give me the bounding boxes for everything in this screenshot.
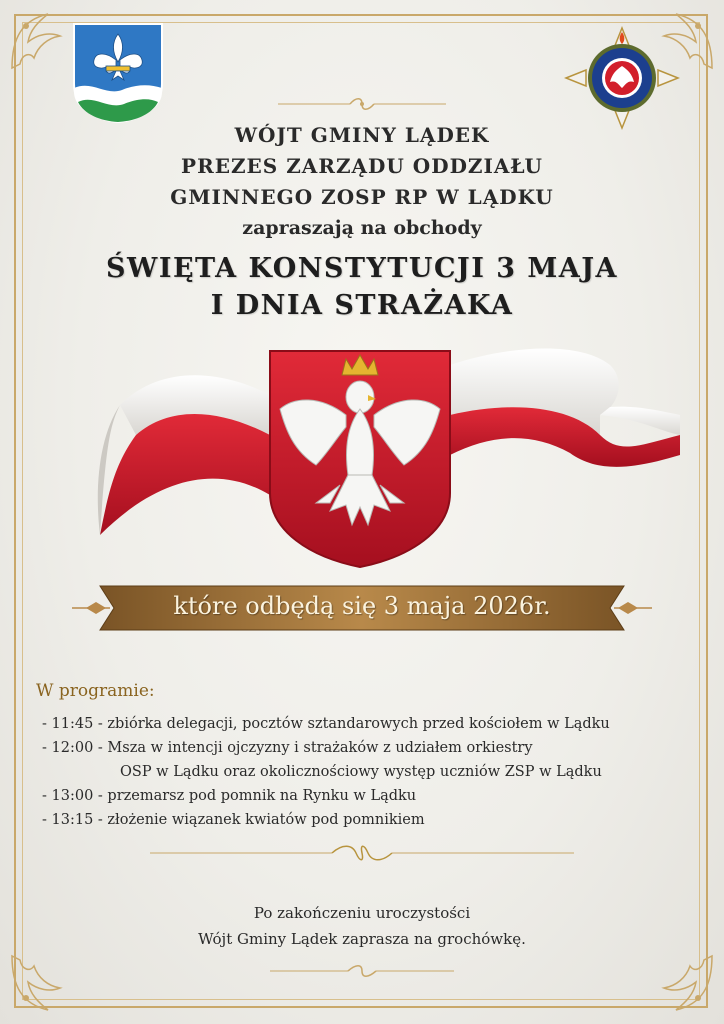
- program-section: [36, 678, 706, 832]
- closing-line-2: Wójt Gminy Lądek zaprasza na grochówkę.: [198, 930, 526, 948]
- program-item: [42, 712, 706, 736]
- organizer-line-2: PREZES ZARZĄDU ODDZIAŁU: [181, 154, 543, 178]
- bottom-flourish-icon: [0, 962, 724, 980]
- program-list: [36, 712, 706, 832]
- program-item-text: - 12:00 - Msza w intencji ojczyzny i strażaków z udziałem orkiestry: [42, 740, 533, 756]
- program-item-text: - 11:45 - zbiórka delegacji, pocztów sztandarowych przed kościołem w Lądku: [42, 716, 610, 732]
- organizer-line-3: GMINNEGO ZOSP RP W LĄDKU: [170, 185, 554, 209]
- program-item: [42, 784, 706, 808]
- event-title-line-1: ŚWIĘTA KONSTYTUCJI 3 MAJA: [106, 253, 618, 284]
- program-heading: W programie:: [36, 681, 155, 701]
- top-flourish-icon: [0, 95, 724, 113]
- program-item-text: - 13:00 - przemarsz pod pomnik na Rynku w Lądku: [42, 788, 417, 804]
- header-block: [0, 120, 724, 324]
- middle-flourish-icon: [0, 844, 724, 862]
- osp-union-badge-icon: [564, 26, 680, 130]
- corner-ornament-icon: [8, 946, 78, 1016]
- event-title-line-2: I DNIA STRAŻAKA: [210, 290, 514, 321]
- program-item-continuation: OSP w Lądku oraz okolicznościowy występ uczniów ZSP w Lądku: [120, 764, 602, 780]
- corner-ornament-icon: [8, 8, 78, 78]
- organizer-line-1: WÓJT GMINY LĄDEK: [234, 123, 490, 147]
- closing-block: [0, 900, 724, 952]
- corner-ornament-icon: [646, 946, 716, 1016]
- program-item: [42, 808, 706, 832]
- closing-line-1: Po zakończeniu uroczystości: [253, 904, 471, 922]
- program-item: [42, 736, 706, 784]
- event-date-banner: które odbędą się 3 maja 2026r.: [173, 592, 551, 620]
- program-item-text: - 13:15 - złożenie wiązanek kwiatów pod pomnikiem: [42, 812, 425, 828]
- polish-white-eagle-emblem-icon: [80, 335, 700, 575]
- invite-line: zapraszają na obchody: [242, 217, 482, 239]
